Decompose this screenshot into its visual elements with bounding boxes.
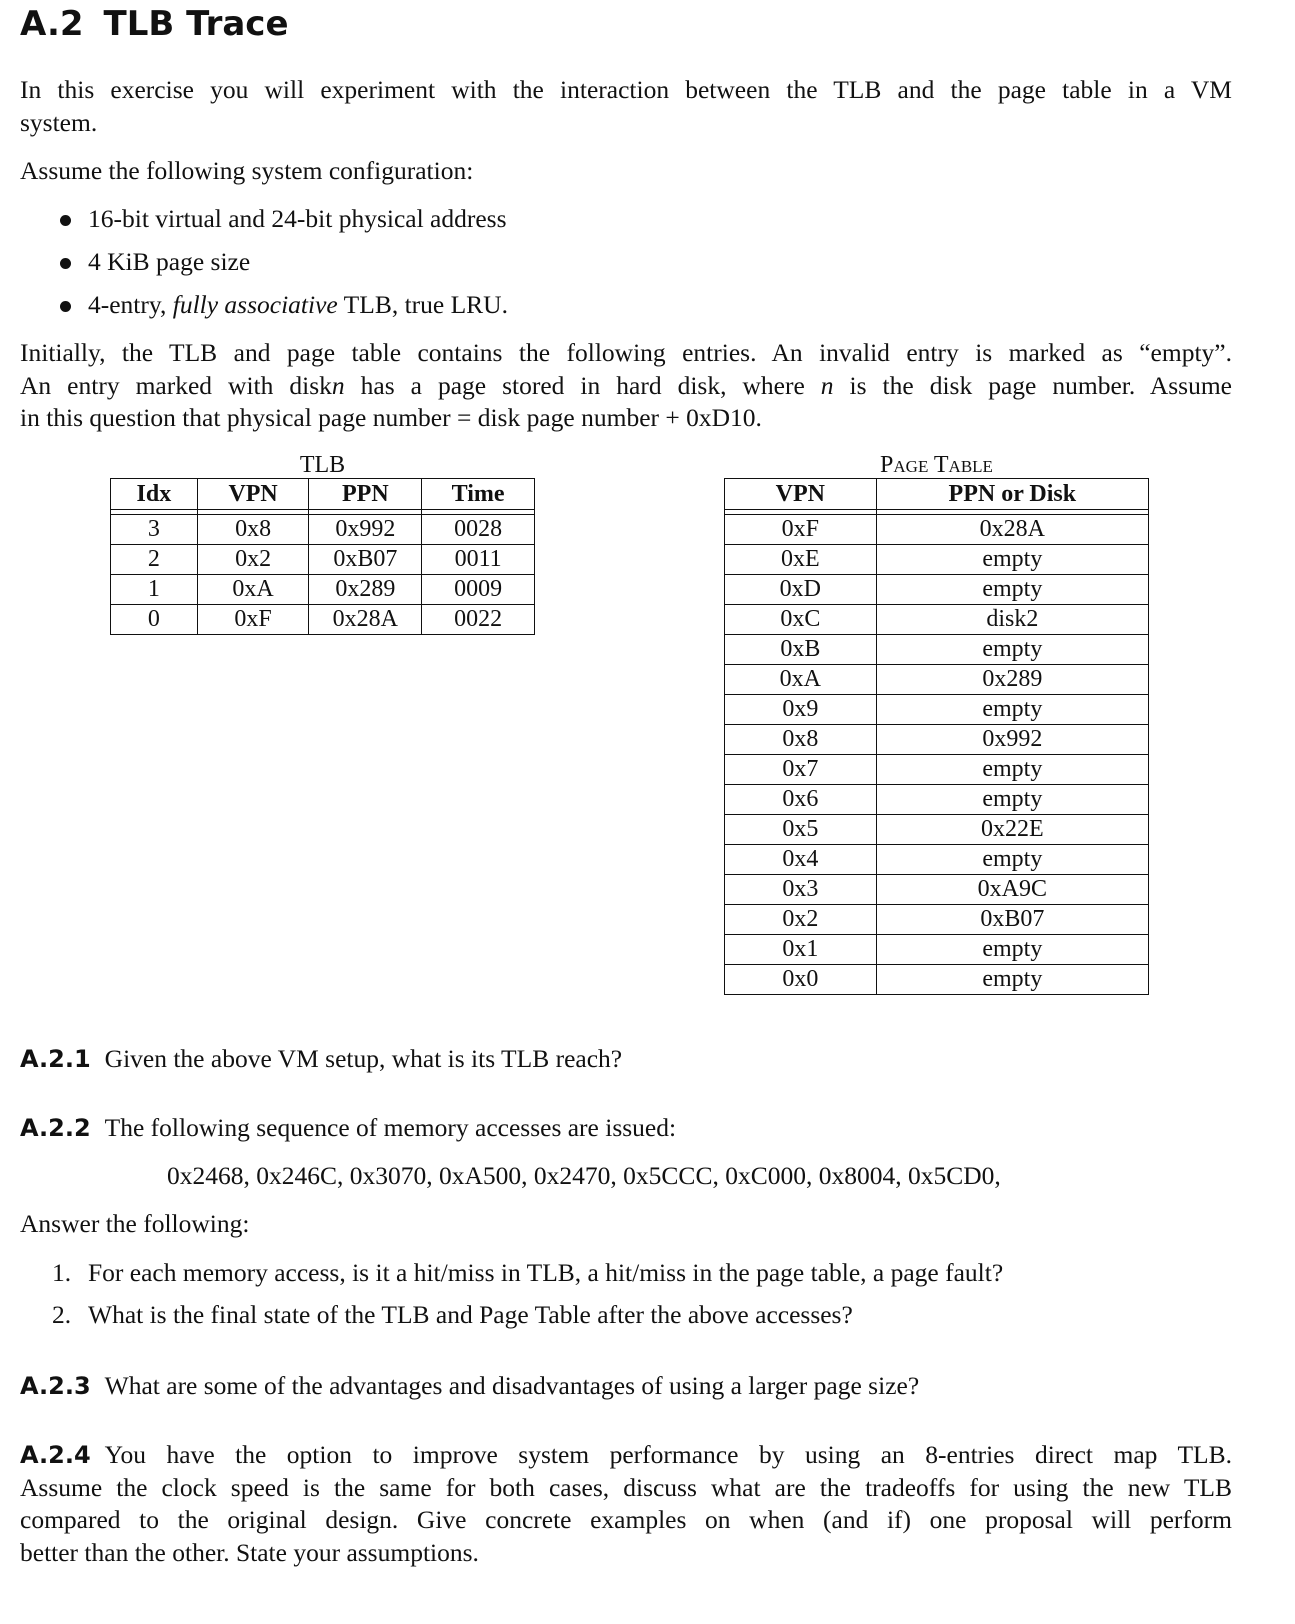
- section-number: A.2: [20, 4, 84, 44]
- table-row: 0x4 empty: [725, 845, 1149, 875]
- config-item: 16-bit virtual and 24-bit physical address: [0, 202, 508, 245]
- config-list: [0, 202, 508, 331]
- config-item: 4-entry, fully associative TLB, true LRU.: [0, 288, 508, 331]
- question-a23: A.2.3 What are some of the advantages and disadvantages of using a larger page size?: [20, 1371, 920, 1400]
- intro-line-1: In this exercise you will experiment with the interaction between the TLB and the page table in a VM: [20, 75, 1232, 104]
- question-number: A.2.2: [20, 1114, 91, 1142]
- table-row: 0x1 empty: [725, 935, 1149, 965]
- question-a24-line-4: better than the other. State your assumptions.: [20, 1538, 479, 1567]
- table-row: 0x9 empty: [725, 695, 1149, 725]
- tlb-header-idx: Idx: [111, 479, 198, 510]
- section-heading: [20, 4, 289, 44]
- bullet-icon: [60, 215, 71, 226]
- table-row: 1 0xA 0x289 0009: [111, 575, 535, 605]
- answer-list: [0, 1256, 1003, 1340]
- table-row: 0xA 0x289: [725, 665, 1149, 695]
- pt-header-vpn: VPN: [725, 479, 877, 510]
- table-row: 0xF 0x28A: [725, 515, 1149, 545]
- list-item: 2. What is the final state of the TLB and Page Table after the above accesses?: [52, 1300, 853, 1329]
- table-row: 0x5 0x22E: [725, 815, 1149, 845]
- list-item: 1. For each memory access, is it a hit/miss in TLB, a hit/miss in the page table, a page fault?: [52, 1258, 1004, 1287]
- section-title: TLB Trace: [103, 4, 289, 44]
- tlb-table: [110, 478, 535, 635]
- tlb-header-ppn: PPN: [309, 479, 422, 510]
- question-number: A.2.4: [20, 1441, 91, 1469]
- page-table-block: [724, 452, 1149, 995]
- question-number: A.2.3: [20, 1372, 91, 1400]
- initial-state-line-2: An entry marked with diskn has a page stored in hard disk, where n is the disk page number. Assume: [20, 371, 1232, 400]
- tlb-header-vpn: VPN: [197, 479, 309, 510]
- tlb-header-time: Time: [422, 479, 535, 510]
- table-row: 0x2 0xB07: [725, 905, 1149, 935]
- tlb-table-block: [110, 452, 535, 635]
- pt-header-ppn: PPN or Disk: [876, 479, 1148, 510]
- question-a24-line-2: Assume the clock speed is the same for both cases, discuss what are the tradeoffs for using the new TLB: [20, 1473, 1232, 1502]
- config-item: 4 KiB page size: [0, 245, 508, 288]
- page-table: [724, 478, 1149, 995]
- initial-state-line-1: Initially, the TLB and page table contains the following entries. An invalid entry is marked as “empty”.: [20, 338, 1232, 367]
- answer-lead: Answer the following:: [20, 1209, 250, 1238]
- bullet-icon: [60, 258, 71, 269]
- table-row: 2 0x2 0xB07 0011: [111, 545, 535, 575]
- question-a24-line-1: A.2.4 You have the option to improve system performance by using an 8-entries direct map TLB.: [20, 1440, 1232, 1469]
- table-row: 0x0 empty: [725, 965, 1149, 995]
- page-table-caption: Page Table: [880, 452, 993, 478]
- question-a24-line-3: compared to the original design. Give concrete examples on when (and if) one proposal will perform: [20, 1505, 1232, 1534]
- intro-line-2: system.: [20, 108, 98, 137]
- config-lead: Assume the following system configuration:: [20, 156, 474, 185]
- initial-state-line-3: in this question that physical page number = disk page number + 0xD10.: [20, 403, 762, 432]
- table-row: 0x7 empty: [725, 755, 1149, 785]
- table-row: 0xB empty: [725, 635, 1149, 665]
- table-row: 0xD empty: [725, 575, 1149, 605]
- table-row: 0 0xF 0x28A 0022: [111, 605, 535, 635]
- bullet-icon: [60, 301, 71, 312]
- tlb-caption: TLB: [299, 452, 346, 478]
- question-a21: A.2.1 Given the above VM setup, what is its TLB reach?: [20, 1044, 623, 1073]
- access-sequence: 0x2468, 0x246C, 0x3070, 0xA500, 0x2470, 0x5CCC, 0xC000, 0x8004, 0x5CD0,: [167, 1161, 1001, 1190]
- table-row: 0xE empty: [725, 545, 1149, 575]
- question-a22: A.2.2 The following sequence of memory accesses are issued:: [20, 1113, 677, 1142]
- question-number: A.2.1: [20, 1045, 91, 1073]
- table-row: 0xC disk2: [725, 605, 1149, 635]
- table-row: 0x8 0x992: [725, 725, 1149, 755]
- table-row: 0x3 0xA9C: [725, 875, 1149, 905]
- table-row: 0x6 empty: [725, 785, 1149, 815]
- table-row: 3 0x8 0x992 0028: [111, 515, 535, 545]
